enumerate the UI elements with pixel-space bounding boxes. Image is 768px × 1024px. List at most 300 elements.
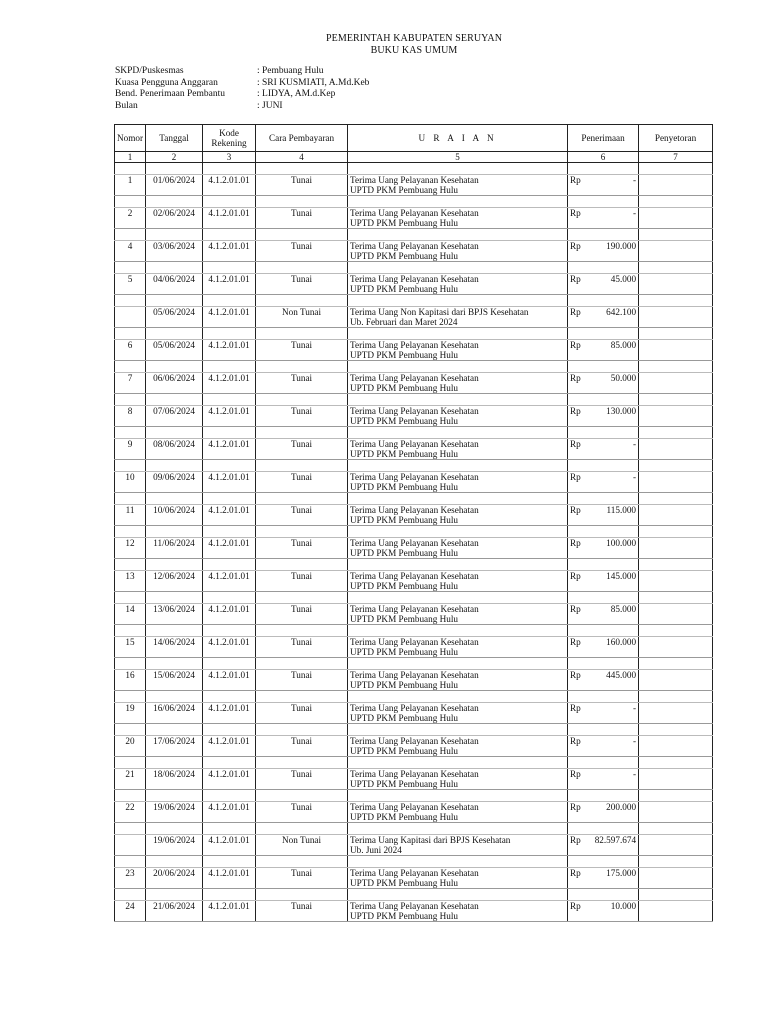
cell-uraian-detail: UPTD PKM Pembuang Hulu <box>348 251 568 262</box>
cell-uraian-detail: UPTD PKM Pembuang Hulu <box>348 581 568 592</box>
cell-penerimaan <box>568 604 639 615</box>
cell-kode-rekening: 4.1.2.01.01 <box>203 637 256 648</box>
cell-uraian: Terima Uang Kapitasi dari BPJS Kesehatan <box>348 835 568 846</box>
row-spacer <box>115 196 713 208</box>
cell-penerimaan <box>568 241 639 252</box>
cell-cara-pembayaran: Tunai <box>256 538 348 549</box>
cell-uraian-detail: UPTD PKM Pembuang Hulu <box>348 779 568 790</box>
cell-cara-pembayaran: Tunai <box>256 505 348 516</box>
cell-kode-rekening: 4.1.2.01.01 <box>203 736 256 747</box>
info-label: Bend. Penerimaan Pembantu <box>115 89 226 100</box>
table-header <box>115 125 713 152</box>
cell-kode-rekening: 4.1.2.01.01 <box>203 373 256 384</box>
cell-penyetoran <box>639 802 713 813</box>
table-row-continuation <box>115 680 713 691</box>
cell-kode-rekening: 4.1.2.01.01 <box>203 439 256 450</box>
row-spacer <box>115 790 713 802</box>
cell-cara-pembayaran: Tunai <box>256 241 348 252</box>
col-kode-header: Kode Rekening <box>203 125 256 152</box>
cell-uraian: Terima Uang Non Kapitasi dari BPJS Kesehatan <box>348 307 568 318</box>
col-number: 6 <box>568 152 639 163</box>
row-spacer <box>115 262 713 274</box>
cell-cara-pembayaran: Tunai <box>256 868 348 879</box>
amount-value: 145.000 <box>606 571 637 581</box>
cell-penerimaan <box>568 406 639 417</box>
cell-tanggal: 10/06/2024 <box>146 505 203 516</box>
cell-penerimaan <box>568 472 639 483</box>
cell-kode-rekening: 4.1.2.01.01 <box>203 307 256 318</box>
cell-uraian: Terima Uang Pelayanan Kesehatan <box>348 769 568 780</box>
cell-tanggal: 01/06/2024 <box>146 175 203 186</box>
table-row-continuation <box>115 548 713 559</box>
cell-tanggal: 21/06/2024 <box>146 901 203 912</box>
cell-uraian: Terima Uang Pelayanan Kesehatan <box>348 241 568 252</box>
cell-kode-rekening: 4.1.2.01.01 <box>203 505 256 516</box>
row-spacer <box>115 229 713 241</box>
row-spacer <box>115 691 713 703</box>
row-spacer <box>115 658 713 670</box>
cell-penyetoran <box>639 703 713 714</box>
currency-label: Rp <box>570 274 581 284</box>
currency-label: Rp <box>570 736 581 746</box>
cell-uraian-detail: UPTD PKM Pembuang Hulu <box>348 482 568 493</box>
cell-uraian: Terima Uang Pelayanan Kesehatan <box>348 472 568 483</box>
cell-penyetoran <box>639 637 713 648</box>
cell-penyetoran <box>639 868 713 879</box>
table-row-continuation <box>115 614 713 625</box>
cell-uraian: Terima Uang Pelayanan Kesehatan <box>348 637 568 648</box>
cell-penerimaan <box>568 538 639 549</box>
table-row <box>115 868 713 879</box>
cell-penerimaan <box>568 571 639 582</box>
cell-penerimaan <box>568 340 639 351</box>
currency-label: Rp <box>570 373 581 383</box>
cell-penyetoran <box>639 472 713 483</box>
cell-nomor: 23 <box>115 868 146 879</box>
cell-cara-pembayaran: Tunai <box>256 274 348 285</box>
cell-tanggal: 02/06/2024 <box>146 208 203 219</box>
cell-uraian-detail: UPTD PKM Pembuang Hulu <box>348 449 568 460</box>
table-row-continuation <box>115 746 713 757</box>
cell-uraian: Terima Uang Pelayanan Kesehatan <box>348 868 568 879</box>
cell-penerimaan <box>568 307 639 318</box>
info-value: : Pembuang Hulu <box>257 66 324 76</box>
row-spacer <box>115 559 713 571</box>
cash-book-table <box>114 124 713 922</box>
cell-penerimaan <box>568 208 639 219</box>
cell-cara-pembayaran: Non Tunai <box>256 835 348 846</box>
table-row-continuation <box>115 317 713 328</box>
cell-tanggal: 06/06/2024 <box>146 373 203 384</box>
document-subtitle: BUKU KAS UMUM <box>370 45 458 56</box>
cell-penerimaan <box>568 736 639 747</box>
table-row-continuation <box>115 350 713 361</box>
cell-uraian-detail: UPTD PKM Pembuang Hulu <box>348 746 568 757</box>
cell-tanggal: 04/06/2024 <box>146 274 203 285</box>
cell-tanggal: 20/06/2024 <box>146 868 203 879</box>
info-label: SKPD/Puskesmas <box>115 66 184 76</box>
cell-penerimaan <box>568 769 639 780</box>
col-nomor-header: Nomor <box>115 125 146 152</box>
amount-value: - <box>632 736 637 746</box>
cell-kode-rekening: 4.1.2.01.01 <box>203 241 256 252</box>
cell-nomor <box>115 307 146 318</box>
info-row <box>115 66 369 78</box>
currency-label: Rp <box>570 472 581 482</box>
table-row-continuation <box>115 218 713 229</box>
cell-nomor: 6 <box>115 340 146 351</box>
cell-nomor: 9 <box>115 439 146 450</box>
col-tanggal-header: Tanggal <box>146 125 203 152</box>
cell-uraian: Terima Uang Pelayanan Kesehatan <box>348 175 568 186</box>
cell-tanggal: 09/06/2024 <box>146 472 203 483</box>
table-row-continuation <box>115 416 713 427</box>
row-spacer <box>115 757 713 769</box>
cell-tanggal: 03/06/2024 <box>146 241 203 252</box>
cell-penerimaan <box>568 901 639 912</box>
amount-value: 445.000 <box>606 670 637 680</box>
table-row <box>115 538 713 549</box>
table-row <box>115 703 713 714</box>
table-row-continuation <box>115 185 713 196</box>
cell-penyetoran <box>639 538 713 549</box>
cell-penerimaan <box>568 373 639 384</box>
col-penerimaan-header: Penerimaan <box>568 125 639 152</box>
table-row <box>115 175 713 186</box>
cell-cara-pembayaran: Tunai <box>256 439 348 450</box>
cell-nomor: 11 <box>115 505 146 516</box>
cell-tanggal: 17/06/2024 <box>146 736 203 747</box>
table-row-continuation <box>115 812 713 823</box>
currency-label: Rp <box>570 769 581 779</box>
cell-nomor: 21 <box>115 769 146 780</box>
cell-uraian: Terima Uang Pelayanan Kesehatan <box>348 571 568 582</box>
cell-tanggal: 19/06/2024 <box>146 802 203 813</box>
cell-tanggal: 08/06/2024 <box>146 439 203 450</box>
cell-kode-rekening: 4.1.2.01.01 <box>203 703 256 714</box>
amount-value: 160.000 <box>606 637 637 647</box>
amount-value: - <box>632 472 637 482</box>
cell-cara-pembayaran: Tunai <box>256 571 348 582</box>
cell-kode-rekening: 4.1.2.01.01 <box>203 472 256 483</box>
cell-tanggal: 05/06/2024 <box>146 340 203 351</box>
col-number: 1 <box>115 152 146 163</box>
cell-uraian: Terima Uang Pelayanan Kesehatan <box>348 670 568 681</box>
amount-value: 10.000 <box>610 901 637 911</box>
cell-cara-pembayaran: Tunai <box>256 340 348 351</box>
table-row <box>115 241 713 252</box>
cell-penerimaan <box>568 637 639 648</box>
table-row-continuation <box>115 449 713 460</box>
cell-nomor: 24 <box>115 901 146 912</box>
row-spacer <box>115 724 713 736</box>
cell-cara-pembayaran: Tunai <box>256 802 348 813</box>
cell-uraian-detail: UPTD PKM Pembuang Hulu <box>348 383 568 394</box>
cell-tanggal: 19/06/2024 <box>146 835 203 846</box>
cell-uraian: Terima Uang Pelayanan Kesehatan <box>348 340 568 351</box>
row-spacer <box>115 295 713 307</box>
cell-nomor: 13 <box>115 571 146 582</box>
table-row <box>115 802 713 813</box>
cell-tanggal: 07/06/2024 <box>146 406 203 417</box>
cell-nomor: 16 <box>115 670 146 681</box>
cell-tanggal: 15/06/2024 <box>146 670 203 681</box>
cell-uraian-detail: UPTD PKM Pembuang Hulu <box>348 878 568 889</box>
cell-nomor: 7 <box>115 373 146 384</box>
cell-cara-pembayaran: Tunai <box>256 208 348 219</box>
row-spacer <box>115 856 713 868</box>
amount-value: - <box>632 769 637 779</box>
row-spacer <box>115 526 713 538</box>
cell-uraian: Terima Uang Pelayanan Kesehatan <box>348 703 568 714</box>
row-spacer <box>115 460 713 472</box>
cell-tanggal: 05/06/2024 <box>146 307 203 318</box>
currency-label: Rp <box>570 802 581 812</box>
table-row-continuation <box>115 878 713 889</box>
cell-cara-pembayaran: Tunai <box>256 637 348 648</box>
cell-uraian-detail: UPTD PKM Pembuang Hulu <box>348 713 568 724</box>
amount-value: - <box>632 175 637 185</box>
cell-cara-pembayaran: Tunai <box>256 604 348 615</box>
col-number: 4 <box>256 152 348 163</box>
cell-penyetoran <box>639 406 713 417</box>
currency-label: Rp <box>570 175 581 185</box>
cell-uraian-detail: UPTD PKM Pembuang Hulu <box>348 911 568 922</box>
cell-penerimaan <box>568 670 639 681</box>
amount-value: 115.000 <box>606 505 637 515</box>
cell-penerimaan <box>568 868 639 879</box>
col-uraian-header: U R A I A N <box>348 125 568 152</box>
amount-value: 130.000 <box>606 406 637 416</box>
cell-penerimaan <box>568 703 639 714</box>
cell-uraian-detail: UPTD PKM Pembuang Hulu <box>348 284 568 295</box>
row-spacer <box>115 889 713 901</box>
row-spacer <box>115 625 713 637</box>
table-row-continuation <box>115 515 713 526</box>
table-row <box>115 406 713 417</box>
amount-value: 85.000 <box>610 604 637 614</box>
cell-uraian-detail: UPTD PKM Pembuang Hulu <box>348 515 568 526</box>
table-row <box>115 505 713 516</box>
table-row-continuation <box>115 713 713 724</box>
currency-label: Rp <box>570 703 581 713</box>
column-number-row <box>115 152 713 163</box>
cell-kode-rekening: 4.1.2.01.01 <box>203 274 256 285</box>
cell-uraian: Terima Uang Pelayanan Kesehatan <box>348 208 568 219</box>
row-spacer <box>115 427 713 439</box>
table-row-continuation <box>115 251 713 262</box>
cell-kode-rekening: 4.1.2.01.01 <box>203 802 256 813</box>
cell-penyetoran <box>639 241 713 252</box>
cell-penerimaan <box>568 175 639 186</box>
cell-kode-rekening: 4.1.2.01.01 <box>203 175 256 186</box>
cell-uraian: Terima Uang Pelayanan Kesehatan <box>348 439 568 450</box>
row-spacer <box>115 592 713 604</box>
cell-kode-rekening: 4.1.2.01.01 <box>203 670 256 681</box>
cell-uraian-detail: UPTD PKM Pembuang Hulu <box>348 548 568 559</box>
cell-kode-rekening: 4.1.2.01.01 <box>203 835 256 846</box>
cell-nomor: 19 <box>115 703 146 714</box>
cell-penyetoran <box>639 373 713 384</box>
amount-value: 200.000 <box>606 802 637 812</box>
cell-penyetoran <box>639 274 713 285</box>
cell-penerimaan <box>568 802 639 813</box>
cell-nomor: 20 <box>115 736 146 747</box>
col-penyetoran-header: Penyetoran <box>639 125 713 152</box>
cell-penyetoran <box>639 571 713 582</box>
cell-uraian-detail: UPTD PKM Pembuang Hulu <box>348 647 568 658</box>
table-row-continuation <box>115 383 713 394</box>
amount-value: - <box>632 703 637 713</box>
cell-nomor: 12 <box>115 538 146 549</box>
cell-penyetoran <box>639 835 713 846</box>
cell-penyetoran <box>639 736 713 747</box>
info-block <box>115 66 369 112</box>
cell-penyetoran <box>639 670 713 681</box>
cell-kode-rekening: 4.1.2.01.01 <box>203 571 256 582</box>
currency-label: Rp <box>570 406 581 416</box>
amount-value: 190.000 <box>606 241 637 251</box>
cell-nomor: 14 <box>115 604 146 615</box>
col-number: 5 <box>348 152 568 163</box>
currency-label: Rp <box>570 868 581 878</box>
cell-uraian: Terima Uang Pelayanan Kesehatan <box>348 274 568 285</box>
table-row <box>115 439 713 450</box>
info-label: Kuasa Pengguna Anggaran <box>115 77 218 88</box>
info-label: Bulan <box>115 100 138 111</box>
cell-penyetoran <box>639 340 713 351</box>
table-row <box>115 571 713 582</box>
table-row-continuation <box>115 779 713 790</box>
cell-uraian: Terima Uang Pelayanan Kesehatan <box>348 901 568 912</box>
cell-uraian-detail: Ub. Februari dan Maret 2024 <box>348 317 568 328</box>
col-number: 7 <box>639 152 713 163</box>
cell-nomor <box>115 835 146 846</box>
cell-kode-rekening: 4.1.2.01.01 <box>203 769 256 780</box>
amount-value: 100.000 <box>606 538 637 548</box>
info-value: : JUNI <box>257 100 283 111</box>
cell-tanggal: 14/06/2024 <box>146 637 203 648</box>
cell-nomor: 10 <box>115 472 146 483</box>
cell-cara-pembayaran: Tunai <box>256 703 348 714</box>
currency-label: Rp <box>570 505 581 515</box>
cell-uraian-detail: UPTD PKM Pembuang Hulu <box>348 218 568 229</box>
cell-kode-rekening: 4.1.2.01.01 <box>203 538 256 549</box>
cell-cara-pembayaran: Non Tunai <box>256 307 348 318</box>
row-spacer <box>115 361 713 373</box>
cell-tanggal: 18/06/2024 <box>146 769 203 780</box>
cell-penerimaan <box>568 835 639 846</box>
cell-uraian-detail: UPTD PKM Pembuang Hulu <box>348 680 568 691</box>
currency-label: Rp <box>570 538 581 548</box>
table-row-continuation <box>115 647 713 658</box>
cell-cara-pembayaran: Tunai <box>256 373 348 384</box>
cell-nomor: 1 <box>115 175 146 186</box>
amount-value: - <box>632 439 637 449</box>
table-row <box>115 736 713 747</box>
currency-label: Rp <box>570 439 581 449</box>
cell-nomor: 15 <box>115 637 146 648</box>
currency-label: Rp <box>570 307 581 317</box>
cell-nomor: 8 <box>115 406 146 417</box>
col-cara-header: Cara Pembayaran <box>256 125 348 152</box>
table-row-continuation <box>115 581 713 592</box>
cell-cara-pembayaran: Tunai <box>256 769 348 780</box>
table-row <box>115 274 713 285</box>
cell-uraian-detail: UPTD PKM Pembuang Hulu <box>348 416 568 427</box>
cell-penerimaan <box>568 439 639 450</box>
currency-label: Rp <box>570 571 581 581</box>
cell-kode-rekening: 4.1.2.01.01 <box>203 868 256 879</box>
cell-cara-pembayaran: Tunai <box>256 175 348 186</box>
cell-cara-pembayaran: Tunai <box>256 472 348 483</box>
table-row <box>115 604 713 615</box>
info-row <box>115 101 369 113</box>
table-row <box>115 637 713 648</box>
cell-uraian: Terima Uang Pelayanan Kesehatan <box>348 538 568 549</box>
cell-penyetoran <box>639 901 713 912</box>
cell-tanggal: 11/06/2024 <box>146 538 203 549</box>
cell-cara-pembayaran: Tunai <box>256 670 348 681</box>
table-row-continuation <box>115 482 713 493</box>
info-value: : LIDYA, AM.d.Kep <box>257 89 336 100</box>
amount-value: 45.000 <box>610 274 637 284</box>
cell-penyetoran <box>639 208 713 219</box>
row-spacer <box>115 328 713 340</box>
cell-penyetoran <box>639 769 713 780</box>
cell-nomor: 22 <box>115 802 146 813</box>
cell-uraian: Terima Uang Pelayanan Kesehatan <box>348 802 568 813</box>
cell-kode-rekening: 4.1.2.01.01 <box>203 340 256 351</box>
currency-label: Rp <box>570 604 581 614</box>
cell-tanggal: 16/06/2024 <box>146 703 203 714</box>
cell-uraian-detail: UPTD PKM Pembuang Hulu <box>348 350 568 361</box>
cell-penyetoran <box>639 439 713 450</box>
table-row <box>115 670 713 681</box>
cell-uraian: Terima Uang Pelayanan Kesehatan <box>348 373 568 384</box>
cell-kode-rekening: 4.1.2.01.01 <box>203 208 256 219</box>
table-body <box>115 163 713 922</box>
info-row <box>115 89 369 101</box>
table-row <box>115 208 713 219</box>
cell-uraian: Terima Uang Pelayanan Kesehatan <box>348 604 568 615</box>
cell-tanggal: 12/06/2024 <box>146 571 203 582</box>
cell-uraian: Terima Uang Pelayanan Kesehatan <box>348 736 568 747</box>
cell-nomor: 2 <box>115 208 146 219</box>
cell-uraian-detail: UPTD PKM Pembuang Hulu <box>348 185 568 196</box>
cell-kode-rekening: 4.1.2.01.01 <box>203 406 256 417</box>
currency-label: Rp <box>570 241 581 251</box>
table-row <box>115 307 713 318</box>
cell-kode-rekening: 4.1.2.01.01 <box>203 604 256 615</box>
document-title: PEMERINTAH KABUPATEN SERUYAN <box>325 33 503 44</box>
currency-label: Rp <box>570 901 581 911</box>
cell-uraian-detail: UPTD PKM Pembuang Hulu <box>348 812 568 823</box>
table-row <box>115 373 713 384</box>
cell-uraian-detail: UPTD PKM Pembuang Hulu <box>348 614 568 625</box>
currency-label: Rp <box>570 208 581 218</box>
cell-uraian: Terima Uang Pelayanan Kesehatan <box>348 505 568 516</box>
cell-tanggal: 13/06/2024 <box>146 604 203 615</box>
cell-cara-pembayaran: Tunai <box>256 406 348 417</box>
currency-label: Rp <box>570 835 581 845</box>
cell-cara-pembayaran: Tunai <box>256 736 348 747</box>
info-value: : SRI KUSMIATI, A.Md.Keb <box>257 77 370 88</box>
row-spacer <box>115 823 713 835</box>
amount-value: 175.000 <box>606 868 637 878</box>
row-spacer <box>115 493 713 505</box>
table-row <box>115 340 713 351</box>
